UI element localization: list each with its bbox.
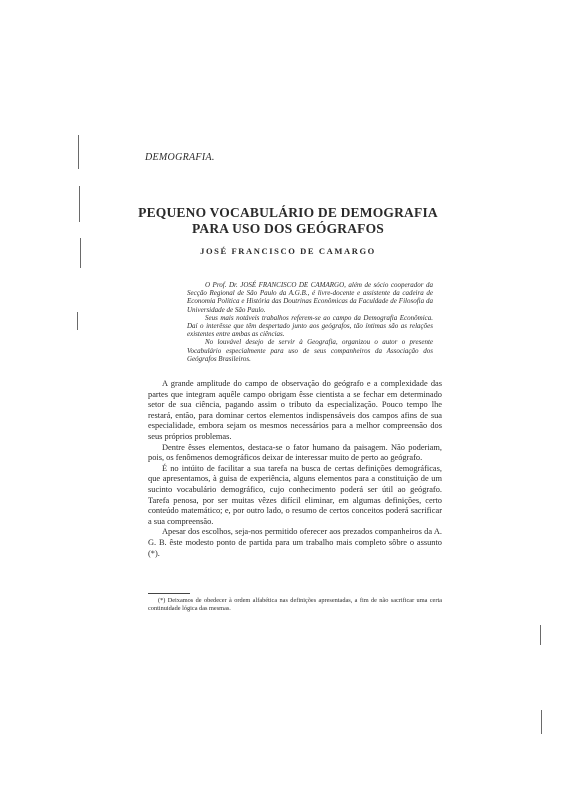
left-margin-mark	[78, 135, 79, 169]
body-paragraph: Dentre êsses elementos, destaca-se o fator humano da paisagem. Não poderiam, pois, os fenômenos demográficos deixar de interessar muito de perto ao geógrafo.	[148, 442, 442, 463]
title-line: PARA USO DOS GEÓGRAFOS	[191, 221, 385, 236]
article-title	[138, 205, 438, 237]
note-paragraph: O Prof. Dr. JOSÉ FRANCISCO DE CAMARGO, além de sócio cooperador da Secção Regional de São Paulo da A.G.B., é livre-docente e assistente da cadeira de Economia Política e História das Doutrinas Econômicas da Faculdade de Filosofia da Universidade de São Paulo.	[187, 281, 433, 314]
author-note	[187, 281, 433, 363]
body-paragraph: A grande amplitude do campo de observação do geógrafo e a complexidade das partes que integram aquêle campo obrigam êsse cientista a se fechar em determinado setor de sua ciência, pagando assim o tributo da especialização. Pouco tempo lhe restará, então, para dominar certos elementos indispensáveis dos campos afins de sua especialidade, embora sejam os mesmos necessários para a melhor compreensão dos seus próprios problemas.	[148, 379, 442, 441]
note-paragraph: Seus mais notáveis trabalhos referem-se ao campo da Demografia Econômica. Daí o interêsse que têm despertado junto aos geógrafos, tão íntimas são as relações existentes entre ambas as ciências.	[187, 313, 433, 339]
left-margin-mark	[79, 186, 80, 222]
section-label: DEMOGRAFIA.	[145, 152, 215, 163]
footnote	[148, 597, 442, 612]
author-name: JOSÉ FRANCISCO DE CAMARGO	[200, 246, 376, 256]
right-margin-mark	[540, 625, 541, 645]
right-margin-mark	[541, 710, 542, 734]
title-line: PEQUENO VOCABULÁRIO DE DEMOGRAFIA	[138, 205, 438, 220]
note-paragraph: No louvável desejo de servir à Geografia, organizou o autor o presente Vocabulário especialmente para uso de seus companheiros da Associação dos Geógrafos Brasileiros.	[187, 338, 433, 363]
footnote-divider	[148, 593, 190, 594]
article-body	[148, 379, 442, 559]
body-paragraph: É no intúito de facilitar a sua tarefa na busca de certas definições demográficas, que apresentamos, à guisa de experiência, alguns elementos para a constituição de um sucinto vocabulário demográfico, cujo conhecimento poderá ser útil ao geógrafo. Tarefa penosa, por ser muitas vêzes difícil eliminar, em algumas definições, certo conteúdo matemático; e, por outro lado, o resumo de certos conceitos poderá sacrificar a sua compreensão.	[148, 463, 442, 526]
footnote-text: (*) Deixamos de obedecer à ordem alfabética nas definições apresentadas, a fim de não sacrificar uma certa continuidade lógica das mesmas.	[148, 597, 442, 612]
left-margin-mark	[80, 238, 81, 268]
body-paragraph: Apesar dos escolhos, seja-nos permitido oferecer aos prezados companheiros da A. G. B. êste modesto ponto de partida para um trabalho mais completo sôbre o assunto (*).	[148, 527, 442, 558]
left-margin-mark	[77, 312, 78, 330]
